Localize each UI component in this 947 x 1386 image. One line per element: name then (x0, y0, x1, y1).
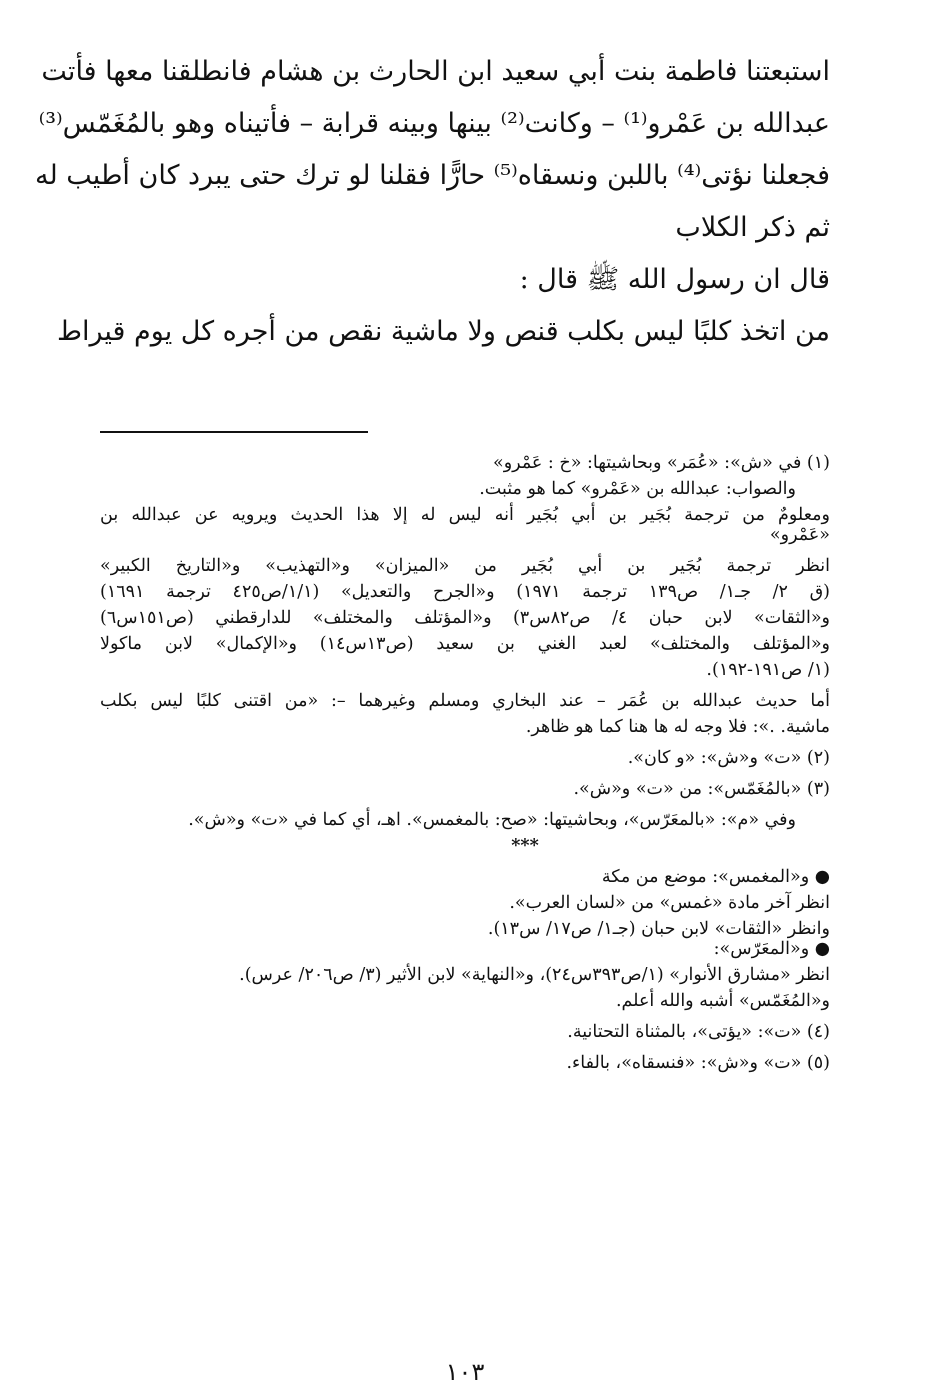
footnote-line: أما حديث عبدالله بن عُمَر – عند البخاري ومسلم وغيرهما –: «من اقتنى كلبًا ليس بكلب (100, 691, 830, 711)
footnote-line: انظر «مشارق الأنوار» (١/ص٣٩٣س٢٤)، و«النهاية» لابن الأثير (٣/ ص٢٠٦/ عرس). (239, 965, 830, 985)
footnote-line: ومعلومٌ من ترجمة بُجَير بن أبي بُجَير أنه ليس له إلا هذا الحديث ويرويه عن عبدالله بن (100, 505, 830, 525)
footnote-line: انظر ترجمة بُجَير بن أبي بُجَير من «الميزان» و«التهذيب» و«التاريخ الكبير» (100, 556, 830, 576)
footnote-line: (ق ٢/ جـ١/ ص١٣٩ ترجمة ١٩٧١) و«الجرح والتعديل» (١/١/ص٤٢٥ ترجمة ١٦٩١) (100, 582, 830, 602)
main-text-line: استبعتنا فاطمة بنت أبي سعيد ابن الحارث بن هشام فانطلقنا معها فأتت (41, 56, 830, 87)
footnote-line: و«المؤتلف والمختلف» لعبد الغني بن سعيد (ص١٣س١٤) و«الإكمال» لابن ماكولا (100, 634, 830, 654)
footnote-line: وفي «م»: «بالمعَرّس»، وبحاشيتها: «صح: بالمغمس». اهـ، أي كما في «ت» و«ش». (188, 810, 796, 830)
footnote-line: ماشية. .»: فلا وجه له ها هنا كما هو ظاهر. (525, 717, 830, 737)
main-text-line: ثم ذكر الكلاب (675, 212, 830, 243)
document-page (35, 56, 830, 1386)
main-text-line: قال ان رسول الله ﷺ قال : (519, 264, 830, 295)
footnote-divider (100, 431, 368, 433)
main-text-line: فجعلنا نؤتى⁽⁴⁾ باللبن ونسقاه⁽⁵⁾ حارًّا فقلنا لو ترك حتى يبرد كان أطيب له (35, 160, 830, 191)
footnote-5: (٥) «ت» و«ش»: «فنسقاه»، بالفاء. (566, 1053, 830, 1073)
footnote-line: و«الثقات» لابن حبان ٤/ ص٨٢س٣) و«المؤتلف والمختلف» للدارقطني (ص١٥١س٦) (100, 608, 830, 628)
main-text (35, 56, 830, 370)
footnote-line: ● و«المعَرّس»: (713, 939, 830, 959)
footnote-line: ● و«المغمس»: موضع من مكة (601, 867, 830, 887)
page-number: ١٠٣ (445, 1358, 485, 1386)
footnote-line: والصواب: عبدالله بن «عَمْرو» كما هو مثبت. (479, 479, 796, 499)
footnotes (100, 453, 830, 1073)
footnote-line: انظر آخر مادة «غمس» من «لسان العرب». (509, 893, 830, 913)
footnote-3: (٣) «بالمُغَمّس»: من «ت» و«ش». (573, 779, 830, 799)
footnote-line: وانظر «الثقات» لابن حبان (جـ١/ ص١٧/ س١٣). (487, 919, 830, 939)
main-text-line: عبدالله بن عَمْرو⁽¹⁾ – وكانت⁽²⁾ بينها وبينه قرابة – فأتيناه وهو بالمُغَمّس⁽³⁾ (38, 108, 830, 139)
footnote-2: (٢) «ت» و«ش»: «و كان». (627, 748, 830, 768)
footnote-1: (١) في «ش»: «عُمَر» وبحاشيتها: «خ : عَمْرو» (493, 453, 830, 473)
footnote-4: (٤) «ت»: «يؤتى»، بالمثناة التحتانية. (567, 1022, 830, 1042)
footnote-line: و«المُغَمّس» أشبه والله أعلم. (615, 991, 830, 1011)
section-separator: *** (511, 836, 539, 856)
footnote-line: (١/ ص١٩١-١٩٢). (706, 660, 830, 680)
footnote-line: «عَمْرو» (769, 525, 830, 545)
main-text-line: من اتخذ كلبًا ليس بكلب قنص ولا ماشية نقص من أجره كل يوم قيراط (57, 316, 830, 347)
